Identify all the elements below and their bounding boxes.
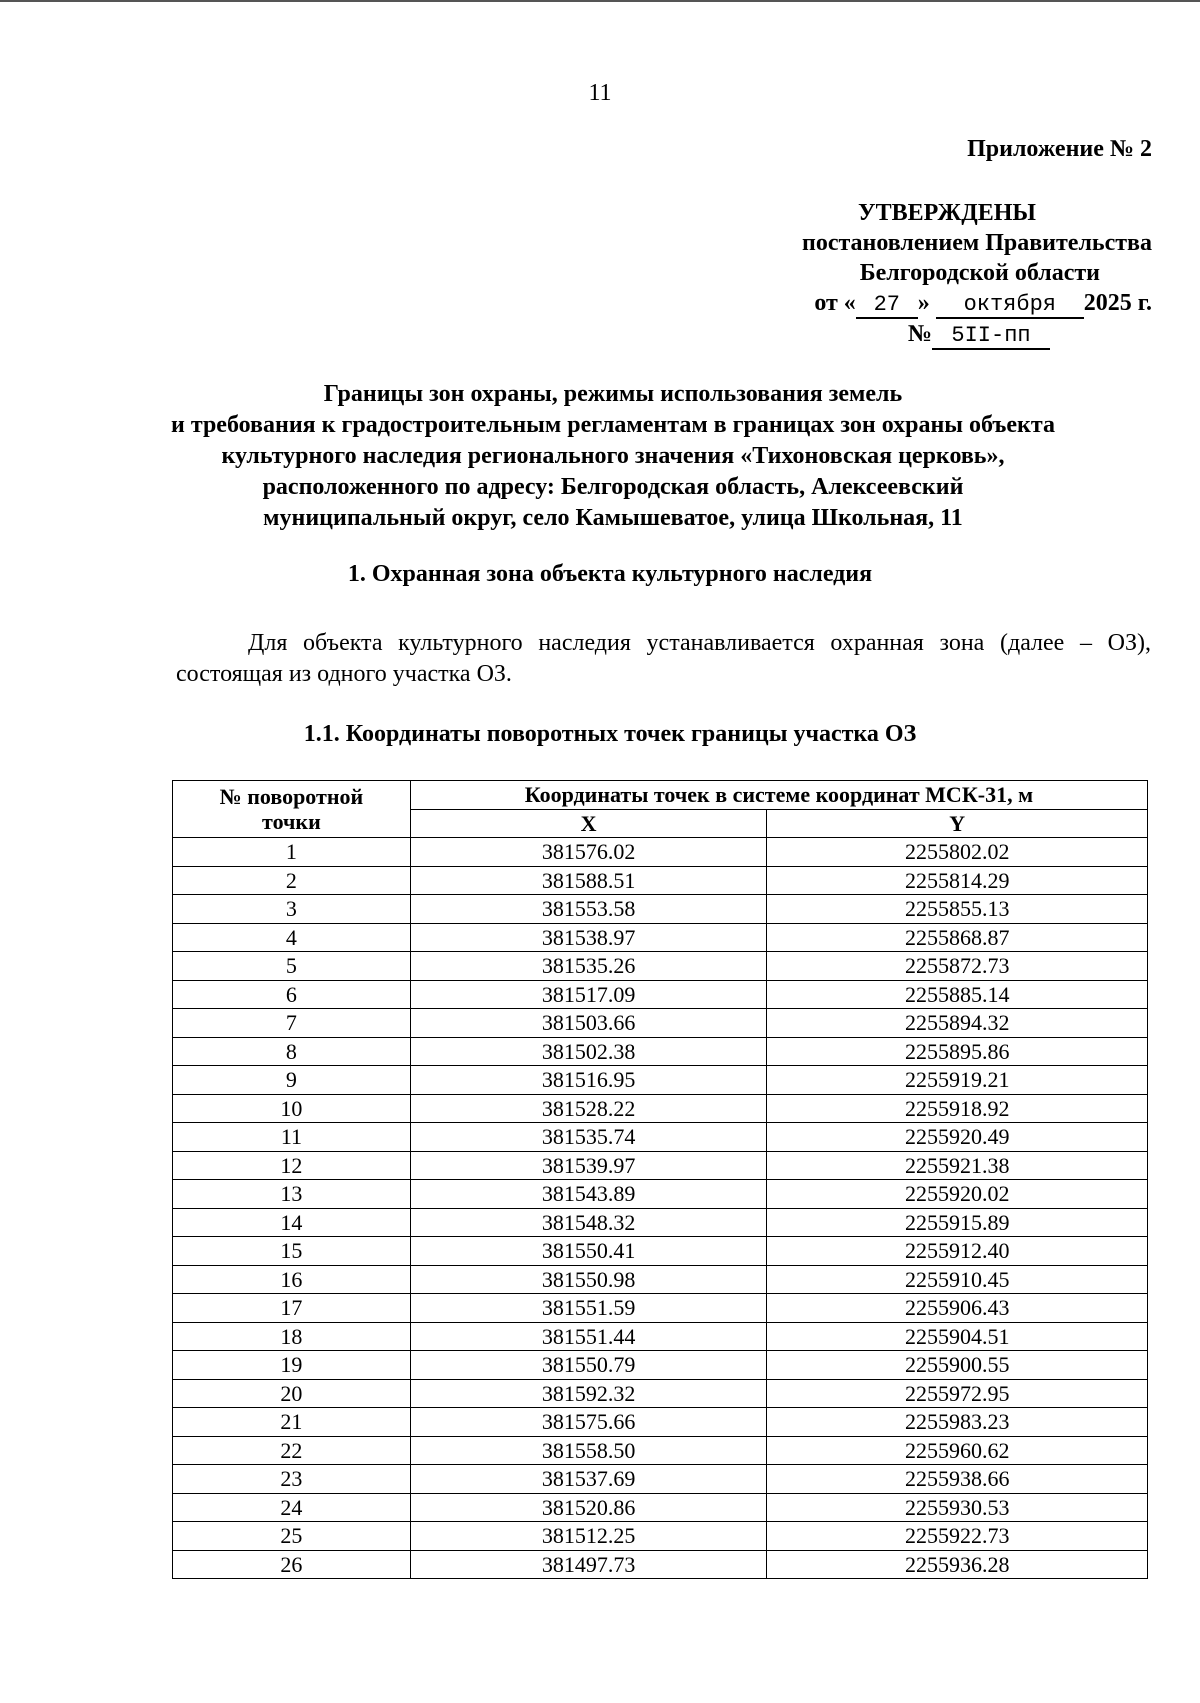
cell-point-number: 6 [173, 980, 411, 1009]
cell-point-number: 12 [173, 1151, 411, 1180]
cell-point-number: 16 [173, 1265, 411, 1294]
table-row [173, 952, 1148, 981]
cell-y: 2255920.02 [767, 1180, 1148, 1209]
cell-x: 381558.50 [410, 1436, 767, 1465]
date-mid: » [917, 290, 930, 316]
cell-y: 2255960.62 [767, 1436, 1148, 1465]
cell-y: 2255872.73 [767, 952, 1148, 981]
cell-x: 381502.38 [410, 1037, 767, 1066]
table-row [173, 1009, 1148, 1038]
approval-number [802, 319, 1152, 350]
approval-line-2: Белгородской области [859, 260, 1100, 286]
table-title: 1.1. Координаты поворотных точек границы участка ОЗ [303, 721, 917, 747]
cell-point-number: 24 [173, 1493, 411, 1522]
cell-point-number: 21 [173, 1408, 411, 1437]
cell-point-number: 22 [173, 1436, 411, 1465]
table-row [173, 866, 1148, 895]
title-line: и требования к градостроительным регламентам в границах зон охраны объекта [171, 412, 1055, 438]
cell-x: 381588.51 [410, 866, 767, 895]
cell-point-number: 7 [173, 1009, 411, 1038]
cell-x: 381576.02 [410, 838, 767, 867]
table-row [173, 1493, 1148, 1522]
cell-x: 381551.59 [410, 1294, 767, 1323]
body-paragraph: Для объекта культурного наследия устанавливается охранная зона (далее – ОЗ), состоящая из одного участка ОЗ. [176, 630, 1151, 687]
cell-x: 381535.74 [410, 1123, 767, 1152]
cell-x: 381539.97 [410, 1151, 767, 1180]
table-row [173, 1436, 1148, 1465]
title-line: Границы зон охраны, режимы использования земель [323, 381, 903, 407]
date-prefix: от « [814, 290, 856, 316]
table-row [173, 1550, 1148, 1579]
approval-date [802, 288, 1152, 319]
cell-point-number: 11 [173, 1123, 411, 1152]
table-row [173, 1408, 1148, 1437]
title-line: расположенного по адресу: Белгородская область, Алексеевский [262, 474, 964, 500]
cell-x: 381550.79 [410, 1351, 767, 1380]
cell-x: 381548.32 [410, 1208, 767, 1237]
cell-y: 2255936.28 [767, 1550, 1148, 1579]
title-line: муниципальный округ, село Камышеватое, улица Школьная, 11 [263, 505, 963, 531]
coordinates-body [173, 838, 1148, 1579]
header-point-line-2: точки [262, 809, 321, 834]
cell-point-number: 15 [173, 1237, 411, 1266]
header-point-line-1: № поворотной [219, 784, 364, 809]
cell-point-number: 5 [173, 952, 411, 981]
approved-heading: УТВЕРЖДЕНЫ [858, 200, 1036, 226]
date-month: октября [936, 293, 1084, 319]
cell-point-number: 26 [173, 1550, 411, 1579]
title-line: культурного наследия регионального значения «Тихоновская церковь», [221, 443, 1005, 469]
cell-point-number: 20 [173, 1379, 411, 1408]
cell-point-number: 2 [173, 866, 411, 895]
cell-x: 381538.97 [410, 923, 767, 952]
cell-x: 381537.69 [410, 1465, 767, 1494]
cell-y: 2255918.92 [767, 1094, 1148, 1123]
header-coordinates: Координаты точек в системе координат МСК-31, м [410, 781, 1147, 810]
cell-point-number: 13 [173, 1180, 411, 1209]
cell-point-number: 1 [173, 838, 411, 867]
cell-y: 2255938.66 [767, 1465, 1148, 1494]
table-row [173, 1322, 1148, 1351]
cell-y: 2255972.95 [767, 1379, 1148, 1408]
cell-point-number: 17 [173, 1294, 411, 1323]
cell-x: 381592.32 [410, 1379, 767, 1408]
cell-point-number: 4 [173, 923, 411, 952]
cell-y: 2255802.02 [767, 838, 1148, 867]
table-row [173, 1351, 1148, 1380]
page-number: 11 [588, 80, 612, 106]
table-row [173, 1037, 1148, 1066]
cell-y: 2255895.86 [767, 1037, 1148, 1066]
section-title: 1. Охранная зона объекта культурного наследия [347, 561, 873, 587]
cell-y: 2255912.40 [767, 1237, 1148, 1266]
table-row [173, 1294, 1148, 1323]
cell-x: 381550.41 [410, 1237, 767, 1266]
table-row [173, 895, 1148, 924]
cell-x: 381543.89 [410, 1180, 767, 1209]
cell-y: 2255915.89 [767, 1208, 1148, 1237]
cell-point-number: 9 [173, 1066, 411, 1095]
header-x: X [410, 809, 767, 838]
header-y: Y [767, 809, 1148, 838]
cell-x: 381575.66 [410, 1408, 767, 1437]
cell-y: 2255920.49 [767, 1123, 1148, 1152]
cell-point-number: 14 [173, 1208, 411, 1237]
cell-x: 381528.22 [410, 1094, 767, 1123]
table-row [173, 1094, 1148, 1123]
cell-y: 2255904.51 [767, 1322, 1148, 1351]
table-row [173, 1522, 1148, 1551]
cell-x: 381517.09 [410, 980, 767, 1009]
cell-y: 2255868.87 [767, 923, 1148, 952]
scan-edge-line [0, 0, 1200, 2]
cell-x: 381497.73 [410, 1550, 767, 1579]
cell-y: 2255930.53 [767, 1493, 1148, 1522]
cell-point-number: 23 [173, 1465, 411, 1494]
cell-y: 2255855.13 [767, 895, 1148, 924]
table-row [173, 923, 1148, 952]
cell-x: 381551.44 [410, 1322, 767, 1351]
cell-y: 2255885.14 [767, 980, 1148, 1009]
cell-point-number: 18 [173, 1322, 411, 1351]
cell-x: 381503.66 [410, 1009, 767, 1038]
table-row [173, 1066, 1148, 1095]
cell-y: 2255919.21 [767, 1066, 1148, 1095]
date-day: 27 [856, 293, 918, 319]
number-prefix: № [907, 321, 932, 347]
cell-y: 2255814.29 [767, 866, 1148, 895]
table-row [173, 980, 1148, 1009]
table-row [173, 1265, 1148, 1294]
cell-x: 381553.58 [410, 895, 767, 924]
cell-x: 381550.98 [410, 1265, 767, 1294]
number-value: 5II-пп [932, 324, 1050, 350]
cell-point-number: 3 [173, 895, 411, 924]
approval-line-1: постановлением Правительства [801, 230, 1152, 256]
cell-x: 381516.95 [410, 1066, 767, 1095]
cell-point-number: 10 [173, 1094, 411, 1123]
table-row [173, 1237, 1148, 1266]
table-row [173, 838, 1148, 867]
cell-x: 381520.86 [410, 1493, 767, 1522]
cell-y: 2255983.23 [767, 1408, 1148, 1437]
cell-y: 2255894.32 [767, 1009, 1148, 1038]
table-row [173, 1379, 1148, 1408]
table-row [173, 1208, 1148, 1237]
cell-point-number: 8 [173, 1037, 411, 1066]
cell-point-number: 25 [173, 1522, 411, 1551]
cell-x: 381535.26 [410, 952, 767, 981]
document-title [150, 379, 1076, 534]
table-row [173, 1465, 1148, 1494]
date-year: 2025 г. [1083, 290, 1152, 316]
cell-y: 2255900.55 [767, 1351, 1148, 1380]
cell-y: 2255906.43 [767, 1294, 1148, 1323]
approval-block [802, 134, 1152, 350]
table-row [173, 1151, 1148, 1180]
cell-point-number: 19 [173, 1351, 411, 1380]
cell-x: 381512.25 [410, 1522, 767, 1551]
cell-y: 2255910.45 [767, 1265, 1148, 1294]
cell-y: 2255922.73 [767, 1522, 1148, 1551]
header-point-number [173, 781, 411, 838]
table-row [173, 1180, 1148, 1209]
table-row [173, 1123, 1148, 1152]
appendix-label: Приложение № 2 [967, 136, 1152, 162]
cell-y: 2255921.38 [767, 1151, 1148, 1180]
coordinates-table [172, 780, 1148, 1579]
